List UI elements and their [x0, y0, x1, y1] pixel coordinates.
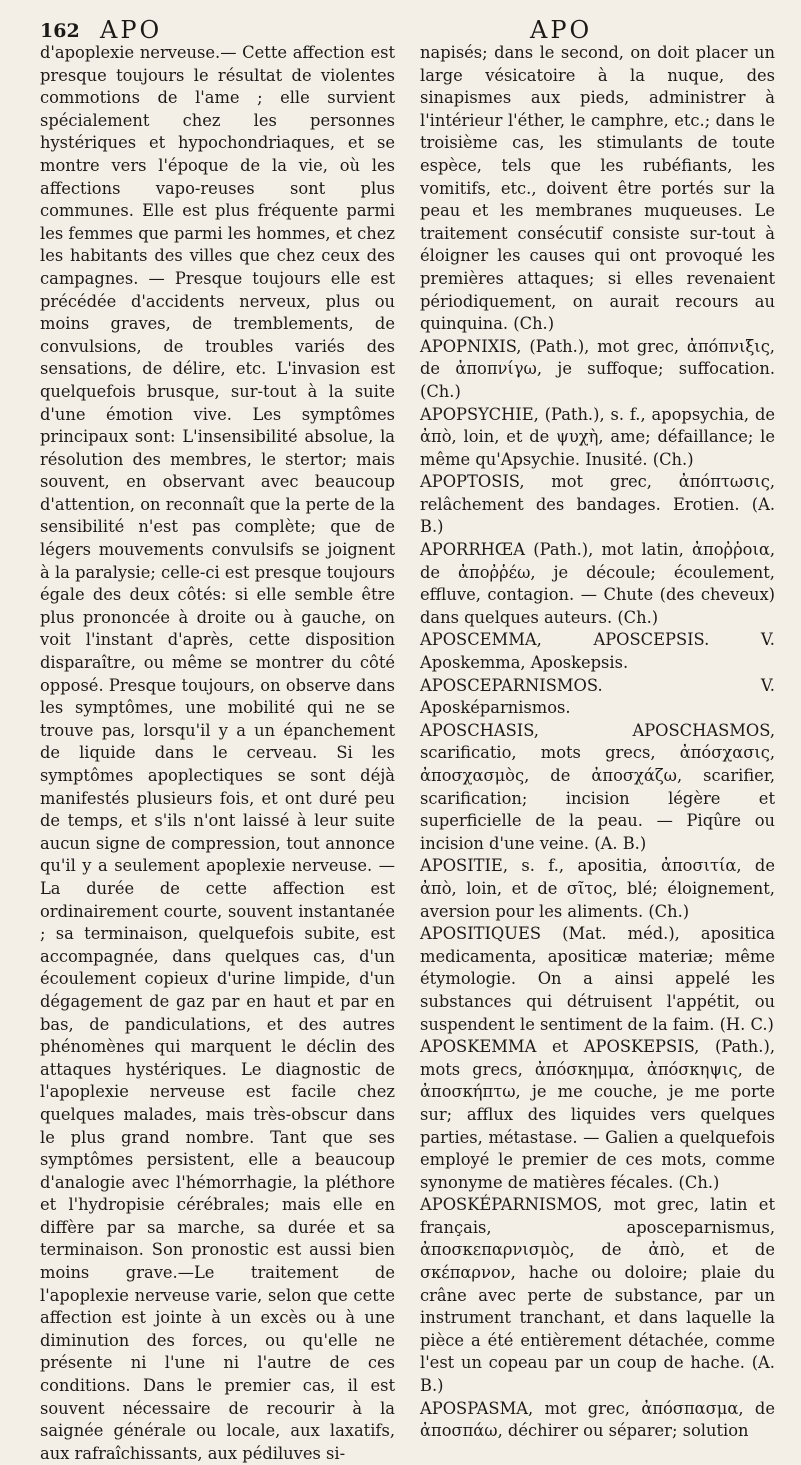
- left-paragraph: d'apoplexie nerveuse.— Cette affection est presque toujours le résultat de violentes commotions de l'ame ; elle survient spécialement chez les personnes hystériques et hypochondriaques, et se montre vers l'époque de la vie, où les affections vapo-reuses sont plus communes. Elle est plus fréquente parmi les femmes que parmi les hommes, et chez les habitants des villes que chez ceux des campagnes. — Presque toujours elle est précédée d'accidents nerveux, plus ou moins graves, de tremblements, de convulsions, de troubles variés des sensations, de délire, etc. L'invasion est quelquefois brusque, sur-tout à la suite d'une émotion vive. Les symptômes principaux sont: L'insensibilité absolue, la résolution des membres, le stertor; mais souvent, en observant avec beaucoup d'attention, on reconnaît que la perte de la sensibilité n'est pas complète; que de légers mouvements convulsifs se joignent à la paralysie; celle-ci est presque toujours égale des deux côtés: si elle semble être plus prononcée à droite ou à gauche, on voit l'instant d'après, cette disposition disparaître, ou même se montrer du côté opposé. Presque toujours, on observe dans les symptômes, une mobilité qui ne se trouve pas, lorsqu'il y a un épanchement de liquide dans le cerveau. Si les symptômes apoplectiques se sont déjà manifestés plusieurs fois, et ont duré peu de temps, et s'ils n'ont laissé à leur suite aucun signe de compression, tout annonce qu'il y a seulement apoplexie nerveuse. — La durée de cette affection est ordinairement courte, souvent instantanée ; sa terminaison, quelquefois subite, est accompagnée, dans quelques cas, d'un écoulement copieux d'urine limpide, d'un dégagement de gaz par en haut et par en bas, de pandiculations, et des autres phénomènes qui marquent le déclin des attaques hystériques. Le diagnostic de l'apoplexie nerveuse est facile chez quelques malades, mais très-obscur dans le plus grand nombre. Tant que ses symptômes persistent, elle a beaucoup d'analogie avec l'hémorrhagie, la pléthore et l'hydropisie cérébrales; mais elle en diffère par sa marche, sa durée et sa terminaison. Son pronostic est aussi bien moins grave.—Le traitement de l'apoplexie nerveuse varie, selon que cette affection est jointe à un excès ou à une diminution des forces, ou qu'elle ne présente ni l'une ni l'autre de ces conditions. Dans le premier cas, il est souvent nécessaire de recourir à la saignée générale ou locale, aux laxatifs, aux rafraîchissants, aux pédiluves si-: [40, 43, 395, 1463]
- entry-apositie: APOSITIE, s. f., apositia, ἀποσιτία, de ἀπὸ, loin, et de σῖτος, blé; éloignement, aversion pour les aliments. (Ch.): [420, 856, 775, 921]
- left-column: [40, 42, 395, 1463]
- entry-apositiques: APOSITIQUES (Mat. méd.), apositica medicamenta, apositicæ materiæ; même étymologie. On a ainsi appelé les substances qui détruisent l'appétit, ou suspendent le sentiment de la faim. (H. C.): [420, 924, 775, 1034]
- entry-aporrhoea: APORRHŒA (Path.), mot latin, ἀποῤῥοια, de ἀποῤῥέω, je découle; écoulement, effluve, contagion. — Chute (des cheveux) dans quelques auteurs. (Ch.): [420, 540, 775, 627]
- running-head-left: APO: [100, 16, 163, 44]
- entry-apospasma: APOSPASMA, mot grec, ἀπόσπασμα, de ἀποσπάω, déchirer ou séparer; solution: [420, 1398, 775, 1441]
- entry-apossceparnismos: APOSCEPARNISMOS. V. Aposképarnismos.: [420, 675, 775, 718]
- entry-continuation: napisés; dans le second, on doit placer un large vésicatoire à la nuque, des sinapismes aux pieds, administrer à l'intérieur l'éther, le camphre, etc.; dans le troisième cas, les stimulants de toute espèce, tels que les rubéfiants, les vomitifs, etc., doivent être portés sur la peau et les membranes muqueuses. Le traitement consécutif consiste sur-tout à éloigner les causes qui ont provoqué les premières attaques; si elles revenaient périodiquement, on aurait recours au quinquina. (Ch.): [420, 43, 775, 334]
- entry-aposchasis: APOSCHASIS, APOSCHASMOS, scarificatio, mots grecs, ἀπόσχασις, ἀποσχασμὸς, de ἀποσχάζω, scarifier, scarification; incision légère et superficielle de la peau. — Piqûre ou incision d'une veine. (A. B.): [420, 720, 775, 853]
- running-head-right: APO: [530, 16, 593, 44]
- entry-apopnixis: APOPNIXIS, (Path.), mot grec, ἀπόπνιξις, de ἀποπνίγω, je suffoque; suffocation. (Ch.): [420, 336, 775, 401]
- right-column: [420, 42, 775, 1441]
- entry-aposcemma: APOSCEMMA, APOSCEPSIS. V. Aposkemma, Aposkepsis.: [420, 630, 775, 673]
- page-number: 162: [40, 20, 80, 42]
- entry-apopsychie: APOPSYCHIE, (Path.), s. f., apopsychia, de ἀπὸ, loin, et de ψυχὴ, ame; défaillance; le même qu'Apsychie. Inusité. (Ch.): [420, 404, 775, 469]
- entry-aposkemma: APOSKEMMA et APOSKEPSIS, (Path.), mots grecs, ἀπόσκημμα, ἀπόσκηψις, de ἀποσκήπτω, je me couche, je me porte sur; afflux des liquides vers quelques parties, métastase. — Galien a quelquefois employé le premier de ces mots, comme synonyme de matières fécales. (Ch.): [420, 1037, 775, 1192]
- page-header: [0, 6, 801, 42]
- entry-apoptosis: APOPTOSIS, mot grec, ἀπόπτωσις, relâchement des bandages. Erotien. (A. B.): [420, 472, 775, 537]
- entry-aposkeparnismos: APOSKÉPARNISMOS, mot grec, latin et français, aposceparnismus, ἀποσκεπαρνισμὸς, de ἀπὸ, et de σκέπαρνον, hache ou doloire; plaie du crâne avec perte de substance, par un instrument tranchant, et dans laquelle la pièce a été entièrement détachée, comme l'est un copeau par un coup de hache. (A. B.): [420, 1195, 775, 1396]
